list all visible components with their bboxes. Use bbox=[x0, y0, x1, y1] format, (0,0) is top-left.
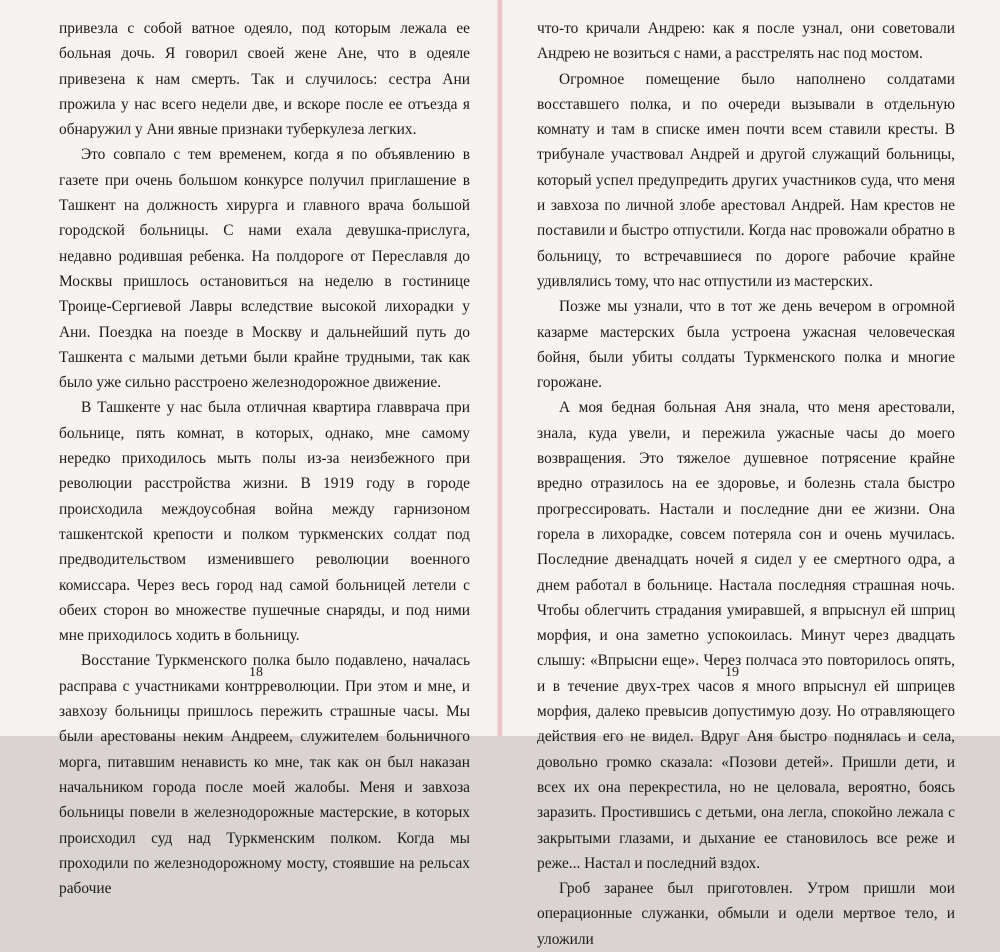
paragraph: Это совпало с тем временем, когда я по объявлению в газете при очень большом конкурсе получил приглашение в Ташкент на должность хирурга и главного врача большой городской больницы. С нами ехала девушка-прислуга, недавно родившая ребенка. На полдороге от Переславля до Москвы пришлось остановиться на неделю в гостинице Троице-Сергиевой Лавры вследствие высокой лихорадки у Ани. Поездка на поезде в Москву и дальнейший путь до Ташкента с малыми детьми были крайне трудными, так как было уже сильно расстроено железнодорожное движение. bbox=[59, 146, 470, 392]
paragraph: привезла с собой ватное одеяло, под которым лежала ее больная дочь. Я говорил своей жене Ане, что в одеяле привезена к нам смерть. Так и случилось: сестра Ани прожила у нас всего недели две, и вскоре после ее отъезда я обнаружил у Ани явные признаки туберкулеза легких. bbox=[59, 20, 470, 139]
paragraph: А моя бедная больная Аня знала, что меня арестовали, знала, куда увели, и пережила ужасные часы до моего возвращения. Это тяжелое душевное потрясение крайне вредно отразилось на ее здоровье, и болезнь стала быстро прогрессировать. Настали и последние дни ее жизни. Она горела в лихорадке, совсем потеряла сон и очень мучилась. Последние двенадцать ночей я сидел у ее смертного одра, а днем работал в больнице. Настала последняя страшная ночь. Чтобы облегчить страдания умиравшей, я впрыснул ей шприц морфия, и она заметно успокоилась. Минут через двадцать слышу: «Впрысни еще». Через полчаса это повторилось опять, и в течение двух-трех часов я много впрыснул ей шприцев морфия, далеко превысив допустимую дозу. Но отравляющего действия его не видел. Вдруг Аня быстро поднялась и села, довольно громко сказала: «Позови детей». Пришли дети, и всех их она перекрестила, но не целовала, вероятно, боясь заразить. Простившись с детьми, она легла, спокойно лежала с закрытыми глазами, и дыхание ее становилось все реже и реже... Настал и последний вздох. bbox=[537, 399, 955, 872]
page-number: 18 bbox=[249, 665, 263, 680]
left-page bbox=[0, 0, 497, 898]
right-page bbox=[503, 0, 1000, 948]
paragraph: Огромное помещение было наполнено солдатами восставшего полка, и по очереди вызывали в отдельную комнату и там в списке имен почти всем ставили кресты. В трибунале участвовал Андрей и другой служащий больницы, который успел предупредить других участников суда, что меня и завхоза по личной злобе арестовал Андрей. Нам крестов не поставили и быстро отпустили. Когда нас провожали обратно в больницу, то встречавшиеся по дороге рабочие крайне удивлялись тому, что нас отпустили из мастерских. bbox=[537, 70, 955, 290]
paragraph: Гроб заранее был приготовлен. Утром пришли мои операционные служанки, обмыли и одели мертвое тело, и уложили bbox=[537, 880, 955, 948]
paragraph: В Ташкенте у нас была отличная квартира главврача при больнице, пять комнат, в которых, однако, мне самому нередко приходилось мыть полы из-за неизбежного при революции расстройства жизни. В 1919 году в городе происходила междоусобная война между гарнизоном ташкентской крепости и полком туркменских солдат под предводительством изменившего революции военного комиссара. Через весь город над самой больницей летели с обеих сторон во множестве пушечные снаряды, и под ними мне приходилось ходить в больницу. bbox=[59, 399, 470, 645]
paragraph: что-то кричали Андрею: как я после узнал, они советовали Андрею не возиться с нами, а расстрелять нас под мостом. bbox=[537, 20, 955, 63]
page-number: 19 bbox=[725, 665, 739, 680]
right-page-text bbox=[537, 16, 955, 952]
paragraph: Позже мы узнали, что в тот же день вечером в огромной казарме мастерских была устроена ужасная человеческая бойня, были убиты солдаты Туркменского полка и многие горожане. bbox=[537, 298, 955, 392]
left-page-text bbox=[59, 16, 470, 901]
paragraph: Восстание Туркменского полка было подавлено, началась расправа с участниками контрреволюции. При этом и мне, и завхозу больницы пришлось пережить страшные часы. Мы были арестованы неким Андреем, служителем больничного морга, питавшим ненависть ко мне, так как он был наказан начальником города после моей жалобы. Меня и завхоза больницы повели в железнодорожные мастерские, в которых происходил суд над Туркменским полком. Когда мы проходили по железнодорожному мосту, стоявшие на рельсах рабочие bbox=[59, 652, 470, 898]
